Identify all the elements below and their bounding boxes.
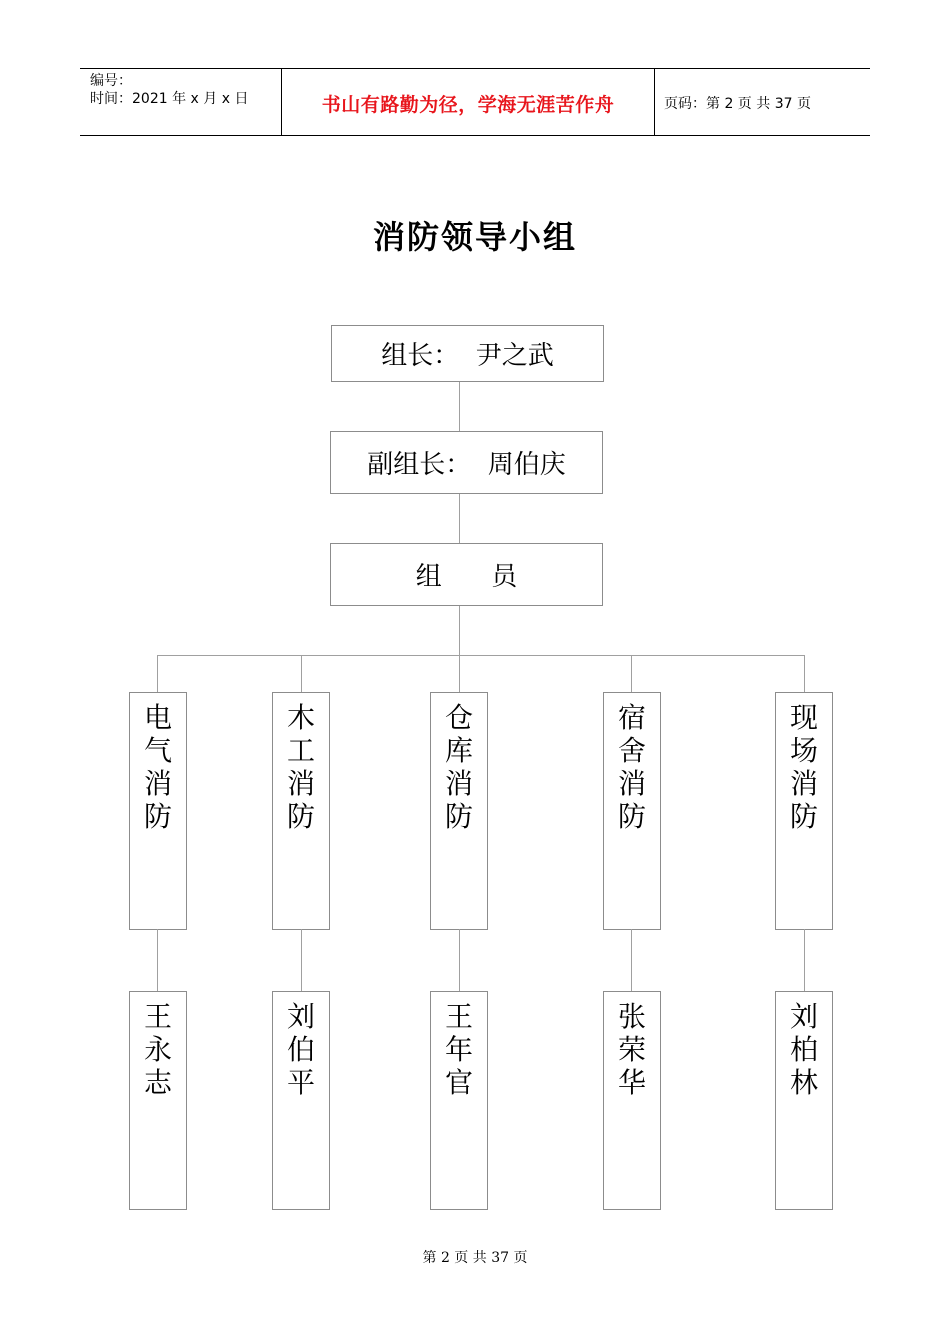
connector-leader-deputy: [459, 381, 460, 431]
header-meta: [90, 72, 248, 108]
header-top-border: [80, 68, 870, 69]
page-footer: 第 2 页 共 37 页: [422, 1250, 528, 1266]
deputy-text: 副组长： 周伯庆: [367, 450, 566, 480]
connector-branch-person-4: [631, 929, 632, 992]
branch-role-box-4: [603, 692, 661, 930]
page-title: 消防领导小组: [372, 218, 577, 256]
connector-bus-branch-5: [804, 655, 805, 693]
branch-role-2: 木工消防: [287, 701, 316, 833]
header-time-label: 时间：2021 年 x 月 x 日: [90, 91, 249, 107]
branch-role-box-3: [430, 692, 488, 930]
branch-role-box-1: [129, 692, 187, 930]
connector-bus-branch-4: [631, 655, 632, 693]
branch-person-box-4: [603, 991, 661, 1210]
connector-members-bus: [459, 605, 460, 656]
header-bottom-border: [80, 135, 870, 136]
leader-text: 组长： 尹之武: [381, 341, 554, 371]
branch-person-1: 王永志: [144, 1000, 173, 1099]
branch-person-2: 刘伯平: [287, 1000, 316, 1099]
branch-person-3: 王年官: [445, 1000, 474, 1099]
branch-person-box-1: [129, 991, 187, 1210]
branch-role-box-5: [775, 692, 833, 930]
connector-branch-person-2: [301, 929, 302, 992]
branch-person-box-5: [775, 991, 833, 1210]
header-page-info: 页码：第 2 页 共 37 页: [664, 96, 811, 112]
members-text: 组 员: [415, 562, 518, 592]
branch-role-4: 宿舍消防: [618, 701, 647, 833]
connector-horizontal-bus: [157, 655, 804, 656]
branch-role-1: 电气消防: [144, 701, 173, 833]
branch-person-4: 张荣华: [618, 1000, 647, 1099]
header-divider-right: [654, 68, 655, 136]
connector-bus-branch-3: [459, 655, 460, 693]
connector-branch-person-3: [459, 929, 460, 992]
members-box: [330, 543, 603, 606]
deputy-box: [330, 431, 603, 494]
branch-person-5: 刘柏林: [790, 1000, 819, 1099]
connector-branch-person-1: [157, 929, 158, 992]
connector-branch-person-5: [804, 929, 805, 992]
branch-role-5: 现场消防: [790, 701, 819, 833]
header-motto: 书山有路勤为径，学海无涯苦作舟: [321, 94, 615, 116]
branch-role-box-2: [272, 692, 330, 930]
leader-box: [331, 325, 604, 382]
branch-role-3: 仓库消防: [445, 701, 474, 833]
header-number-label: 编号：: [90, 73, 132, 89]
branch-person-box-2: [272, 991, 330, 1210]
connector-bus-branch-1: [157, 655, 158, 693]
branch-person-box-3: [430, 991, 488, 1210]
connector-bus-branch-2: [301, 655, 302, 693]
connector-deputy-members: [459, 493, 460, 543]
